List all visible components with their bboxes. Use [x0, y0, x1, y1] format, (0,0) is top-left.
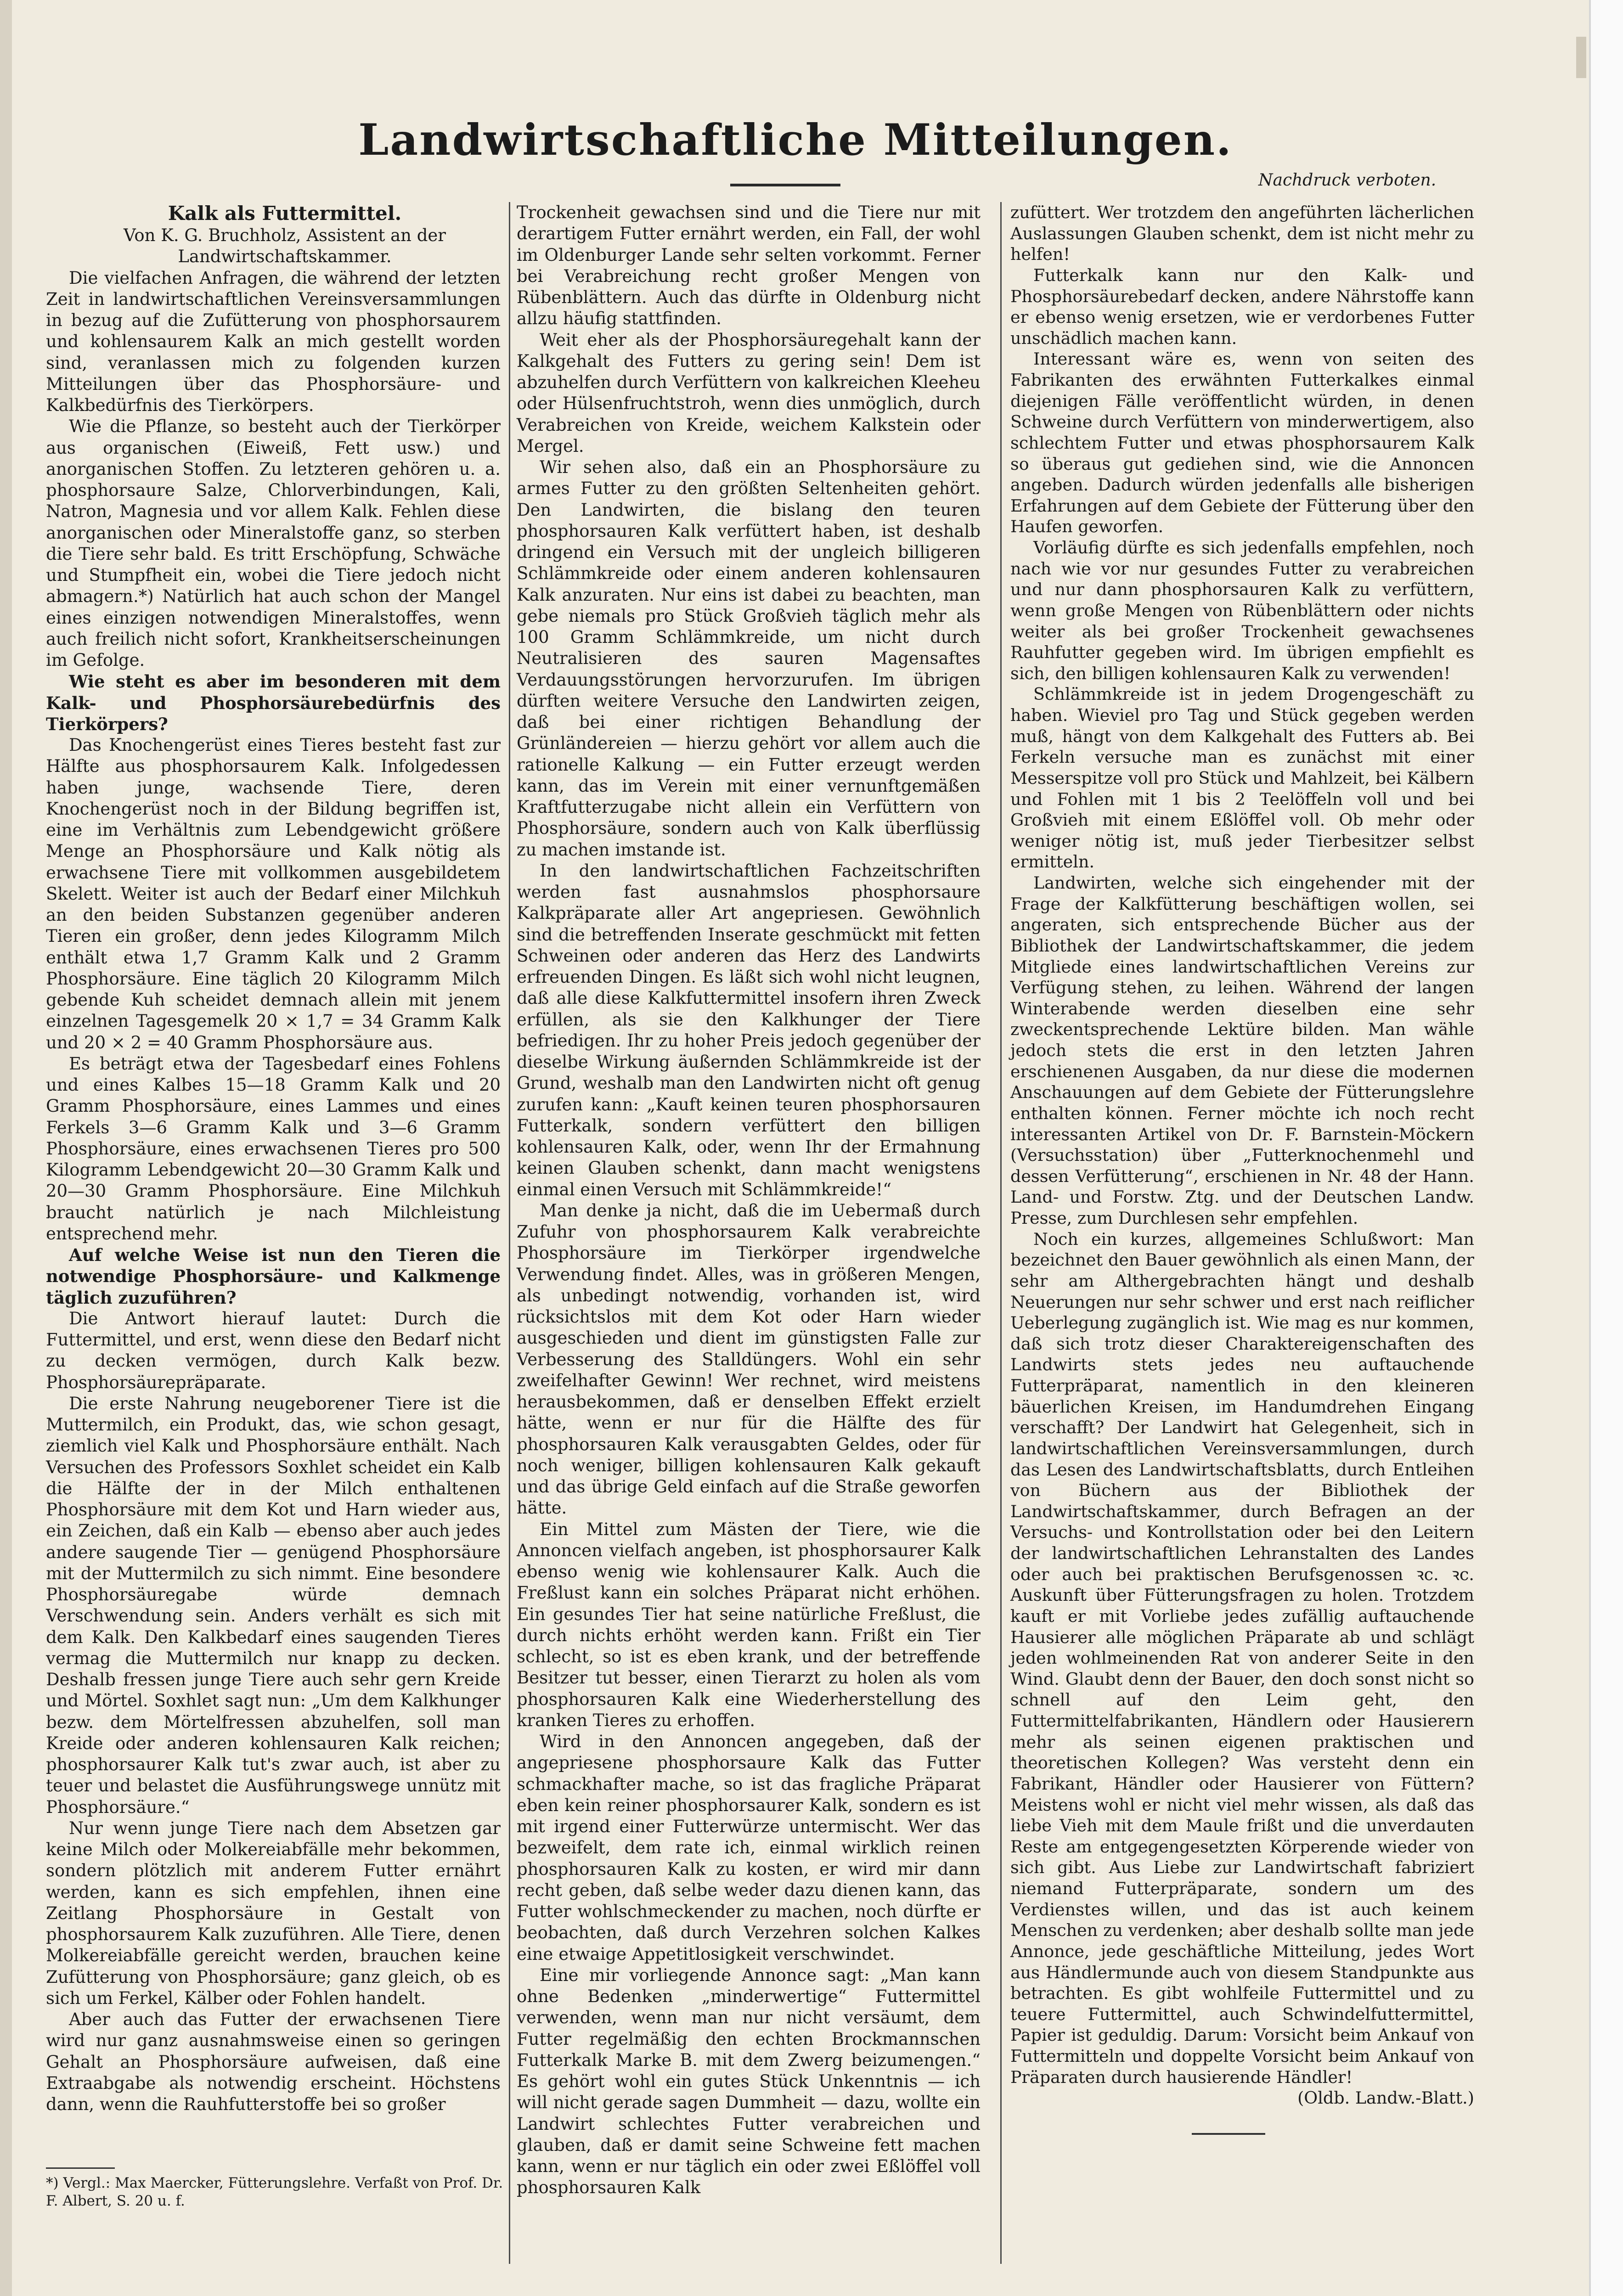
paragraph: Noch ein kurzes, allgemeines Schlußwort: Man bezeichnet den Bauer gewöhnlich als einen Mann, der sehr am Althergebrachten hängt und deshalb Neuerungen nur sehr schwer und erst nach reiflicher Ueberlegung zugänglich ist. Wie mag es nur kommen, daß sich trotz dieser Charaktereigenschaften des Landwirts stets jedes neu auftauchende Futterpräparat, namentlich in den kleineren bäuerlichen Kreisen, im Handumdrehen Eingang verschafft? Der Landwirt hat Gelegenheit, sich in landwirtschaftlichen Vereinsversammlungen, durch das Lesen des Landwirtschaftsblatts, durch Entleihen von Büchern aus der Bibliothek der Landwirtschaftskammer, durch Befragen an der Versuchs- und Kontrollstation oder bei den Leitern der landwirtschaftlichen Lehranstalten des Landes oder auch bei praktischen Berufsgenossen ꝛc. ꝛc. Auskunft über Fütterungsfragen zu holen. Trotzdem kauft er mit Vorliebe jedes zufällig auftauchende Hausierer alle möglichen Präparate ab und schlägt jeden wohlmeinenden Rat von anderer Seite in den Wind. Glaubt denn der Bauer, den doch sonst nicht so schnell auf den Leim geht, den Futtermittelfabrikanten, Händlern oder Hausierern mehr als seinen eigenen praktischen und theoretischen Kollegen? Was versteht denn ein Fabrikant, Händler oder Hausierer von Füttern? Meistens wohl er nicht viel mehr wissen, als daß das liebe Vieh mit dem Maule frißt und die unverdauten Reste am entgegengesetzten Körperende wieder von sich gibt. Aus Liebe zur Landwirtschaft fabriziert niemand Futterpräparate, sondern um des Verdienstes willen, und das ist auch keinem Menschen zu verdenken; aber deshalb sollte man jede Annonce, jede geschäftliche Mitteilung, jedes Wort aus Händlermunde auch von diesem Standpunkte aus betrachten. Es gibt wohlfeile Futtermittel und zu teuere Futtermittel, auch Schwindelfuttermittel, Papier ist geduldig. Darum: Vorsicht beim Ankauf von Futtermitteln und doppelte Vorsicht beim Ankauf von Präparaten durch hausierende Händler! [1010, 1229, 1474, 2087]
article-byline: Landwirtschaftskammer. [178, 247, 392, 267]
page-title: Landwirtschaftliche Mitteilungen. [358, 115, 1233, 165]
page-left-edge [0, 0, 12, 2296]
paragraph: Das Knochengerüst eines Tieres besteht fast zur Hälfte aus phosphorsaurem Kalk. Infolgedessen haben junge, wachsende Tiere, deren Knochengerüst noch in der Bildung begriffen ist, eine im Verhältnis zum Lebendgewicht größere Menge an Phosphorsäure und Kalk nötig als erwachsene Tiere mit vollkommen ausgebildetem Skelett. Weiter ist auch der Bedarf einer Milchkuh an den beiden Substanzen gegenüber anderen Tieren ein großer, denn jedes Kilogramm Milch enthält etwa 1,7 Gramm Kalk und 2 Gramm Phosphorsäure. Eine täglich 20 Kilogramm Milch gebende Kuh scheidet demnach allein mit jenem einzelnen Tagesgemelk 20 × 1,7 = 34 Gramm Kalk und 20 × 2 = 40 Gramm Phosphorsäure aus. [46, 735, 501, 1052]
paragraph: Eine mir vorliegende Annonce sagt: „Man kann ohne Bedenken „minderwertige“ Futtermittel verwenden, wenn man nur nicht versäumt, dem Futter regelmäßig den echten Brockmannschen Futterkalk Marke B. mit dem Zwerg beizumengen.“ Es gehört wohl ein gutes Stück Unkenntnis — ich will nicht gerade sagen Dummheit — dazu, wollte ein Landwirt schlechtes Futter verabreichen und glauben, daß er damit seine Schweine fett machen kann, wenn er nur täglich ein oder zwei Eßlöffel voll phosphorsauren Kalk [517, 1965, 981, 2198]
article-column-1 [46, 202, 501, 2115]
paragraph: Nur wenn junge Tiere nach dem Absetzen gar keine Milch oder Molkereiabfälle mehr bekommen, sondern plötzlich mit anderem Futter ernährt werden, kann es sich empfehlen, ihnen eine Zeitlang Phosphorsäure in Gestalt von phosphorsaurem Kalk zuzuführen. Alle Tiere, denen Molkereiabfälle gereicht werden, brauchen keine Zufütterung von Phosphorsäure; ganz gleich, ob es sich um Ferkel, Kälber oder Fohlen handelt. [46, 1818, 501, 2008]
footnote: *) Vergl.: Max Maercker, Fütterungslehre. Verfaßt von Prof. Dr. F. Albert, S. 20 u. f. [46, 2175, 503, 2209]
paragraph: Weit eher als der Phosphorsäuregehalt kann der Kalkgehalt des Futters zu gering sein! Dem ist abzuhelfen durch Verfüttern von kalkreichen Kleeheu oder Hülsenfruchtstroh, wenn dies unmöglich, durch Verabreichen von Kreide, weichem Kalkstein oder Mergel. [517, 330, 981, 456]
paragraph: zufüttert. Wer trotzdem den angeführten lächerlichen Auslassungen Glauben schenkt, dem ist nicht mehr zu helfen! [1010, 203, 1474, 264]
article-column-2 [517, 202, 981, 2199]
paragraph: Die vielfachen Anfragen, die während der letzten Zeit in landwirtschaftlichen Vereinsversammlungen in bezug auf die Zufütterung von phosphorsaurem und kohlensaurem Kalk an mich gestellt worden sind, veranlassen mich zu folgenden kurzen Mitteilungen über das Phosphorsäure- und Kalkbedürfnis des Tierkörpers. [46, 268, 501, 415]
paragraph: In den landwirtschaftlichen Fachzeitschriften werden fast ausnahmslos phosphorsaure Kalkpräparate aller Art angepriesen. Gewöhnlich sind die betreffenden Inserate geschmückt mit fetten Schweinen oder anderen das Herz des Landwirts erfreuenden Dingen. Es läßt sich wohl nicht leugnen, daß alle diese Kalkfuttermittel insofern ihren Zweck erfüllen, als sie den Kalkhunger der Tiere befriedigen. Ihr zu hoher Preis jedoch gegenüber der dieselbe Wirkung äußernden Schlämmkreide ist der Grund, weshalb man den Landwirten nicht oft genug zurufen kann: „Kauft keinen teuren phosphorsauren Futterkalk, sondern verfüttert den billigen kohlensauren Kalk, oder, wenn Ihr der Ermahnung keinen Glauben schenkt, dann macht wenigstens einmal einen Versuch mit Schlämmkreide!“ [517, 861, 981, 1199]
paragraph: Trockenheit gewachsen sind und die Tiere nur mit derartigem Futter ernährt werden, ein Fall, der wohl im Oldenburger Lande sehr selten vorkommt. Ferner bei Verabreichung recht großer Mengen von Rübenblättern. Auch das dürfte in Oldenburg nicht allzu häufig stattfinden. [517, 203, 981, 329]
paragraph: Schlämmkreide ist in jedem Drogengeschäft zu haben. Wieviel pro Tag und Stück gegeben werden muß, hängt von dem Kalkgehalt des Futters ab. Bei Ferkeln versuche man es zunächst mit einer Messerspitze voll pro Stück und Mahlzeit, bei Kälbern und Fohlen mit 1 bis 2 Teelöffeln voll und bei Großvieh mit einem Eßlöffel voll. Ob mehr oder weniger nötig ist, muß jeder Tierbesitzer selbst ermitteln. [1010, 684, 1474, 872]
article-byline: Von K. G. Bruchholz, Assistent an der [124, 225, 446, 245]
paragraph: Man denke ja nicht, daß die im Uebermaß durch Zufuhr von phosphorsaurem Kalk verabreichte Phosphorsäure im Tierkörper irgendwelche Verwendung findet. Alles, was in größeren Mengen, als unbedingt notwendig, vorhanden ist, wird rücksichtslos mit dem Kot oder Harn wieder ausgeschieden und dient im günstigsten Falle zur Verbesserung des Stalldüngers. Wohl ein sehr zweifelhafter Gewinn! Wer rechnet, wird meistens herausbekommen, daß er denselben Effekt erzielt hätte, wenn er nur für die Hälfte des für phosphorsauren Kalk verausgabten Geldes, oder für noch weniger, billigen kohlensauren Kalk gekauft und das übrige Geld einfach auf die Straße geworfen hätte. [517, 1200, 981, 1518]
question-paragraph: Auf welche Weise ist nun den Tieren die notwendige Phosphorsäure- und Kalkmenge täglich zuzuführen? [46, 1245, 501, 1308]
paragraph: Futterkalk kann nur den Kalk- und Phosphorsäurebedarf decken, andere Nährstoffe kann er ebenso wenig ersetzen, wie er verdorbenes Futter unschädlich machen kann. [1010, 265, 1474, 348]
paragraph: Landwirten, welche sich eingehender mit der Frage der Kalkfütterung beschäftigen wollen, sei angeraten, sich entsprechende Bücher aus der Bibliothek der Landwirtschaftskammer, die jedem Mitgliede eines landwirtschaftlichen Vereins zur Verfügung stehen, zu leihen. Während der langen Winterabende werden dieselben eine sehr zweckentsprechende Lektüre bilden. Man wähle jedoch stets die erst in den letzten Jahren erschienenen Ausgaben, da nur diese die modernen Anschauungen auf dem Gebiete der Fütterungslehre enthalten können. Ferner möchte ich noch recht interessanten Artikel von Dr. F. Barnstein-Möckern (Versuchsstation) über „Futterknochenmehl und dessen Verfütterung“, erschienen in Nr. 48 der Hann. Land- und Forstw. Ztg. und der Deutschen Landw. Presse, zum Durchlesen sehr empfehlen. [1010, 873, 1474, 1228]
paragraph: Interessant wäre es, wenn von seiten des Fabrikanten des erwähnten Futterkalkes einmal diejenigen Fälle veröffentlicht würden, in denen Schweine durch Verfüttern von minderwertigem, also schlechtem Futter und etwas phosphorsaurem Kalk so überaus gut gediehen sind, wie die Annoncen angeben. Dadurch würden jedenfalls alle bisherigen Erfahrungen auf dem Gebiete der Fütterung über den Haufen geworfen. [1010, 349, 1474, 537]
article-end-rule [1192, 2133, 1265, 2135]
source-attribution: (Oldb. Landw.-Blatt.) [1297, 2088, 1474, 2108]
column-divider [1000, 202, 1002, 2264]
paragraph: Die Antwort hierauf lautet: Durch die Futtermittel, und erst, wenn diese den Bedarf nicht zu decken vermögen, durch Kalk bezw. Phosphorsäurepräparate. [46, 1308, 501, 1392]
reprint-notice: Nachdruck verboten. [1258, 171, 1437, 190]
footnote-rule [46, 2167, 115, 2169]
paragraph: Die erste Nahrung neugeborener Tiere ist die Muttermilch, ein Produkt, das, wie schon gesagt, ziemlich viel Kalk und Phosphorsäure enthält. Nach Versuchen des Professors Soxhlet scheidet ein Kalb die Hälfte der in der Milch enthaltenen Phosphorsäure mit dem Kot und Harn wieder aus, ein Zeichen, daß ein Kalb — ebenso aber auch jedes andere saugende Tier — genügend Phosphorsäure mit der Muttermilch zu sich nimmt. Eine besondere Phosphorsäuregabe würde demnach Verschwendung sein. Anders verhält es sich mit dem Kalk. Den Kalkbedarf eines saugenden Tieres vermag die Muttermilch nur knapp zu decken. Deshalb fressen junge Tiere auch sehr gern Kreide und Mörtel. Soxhlet sagt nun: „Um dem Kalkhunger bezw. dem Mörtelfressen abzuhelfen, soll man Kreide oder anderen kohlensauren Kalk reichen; phosphorsaurer Kalk tut's zwar auch, ist aber zu teuer und belastet die Ausführungswege unnütz mit Phosphorsäure.“ [46, 1393, 501, 1817]
paragraph: Wie die Pflanze, so besteht auch der Tierkörper aus organischen (Eiweiß, Fett usw.) und anorganischen Stoffen. Zu letzteren gehören u. a. phosphorsaure Salze, Chlorverbindungen, Kali, Natron, Magnesia und vor allem Kalk. Fehlen diese anorganischen oder Mineralstoffe ganz, so sterben die Tiere sehr bald. Es tritt Erschöpfung, Schwäche und Stumpfheit ein, wobei die Tiere jedoch nicht abmagern.*) Natürlich hat auch schon der Mangel eines einzigen notwendigen Mineralstoffes, wenn auch freilich nicht sofort, Krankheitserscheinungen im Gefolge. [46, 416, 501, 670]
title-underline [730, 184, 840, 186]
paragraph: Ein Mittel zum Mästen der Tiere, wie die Annoncen vielfach angeben, ist phosphorsaurer Kalk ebenso wenig wie kohlensaurer Kalk. Auch die Freßlust kann ein solches Präparat nicht erhöhen. Ein gesundes Tier hat seine natürliche Freßlust, die durch nichts erhöht werden kann. Frißt ein Tier schlecht, so ist es eben krank, und der betreffende Besitzer tut besser, einen Tierarzt zu holen als vom phosphorsauren Kalk eine Wiederherstellung des kranken Tieres zu erhoffen. [517, 1519, 981, 1730]
paragraph: Es beträgt etwa der Tagesbedarf eines Fohlens und eines Kalbes 15—18 Gramm Kalk und 20 Gramm Phosphorsäure, eines Lammes und eines Ferkels 3—6 Gramm Kalk und 3—6 Gramm Phosphorsäure, eines erwachsenen Tieres pro 500 Kilogramm Lebendgewicht 20—30 Gramm Kalk und 20—30 Gramm Phosphorsäure. Eine Milchkuh braucht natürlich je nach Milchleistung entsprechend mehr. [46, 1053, 501, 1244]
scan-margin [1589, 0, 1623, 2296]
question-paragraph: Wie steht es aber im besonderen mit dem Kalk- und Phosphorsäurebedürfnis des Tierkörpers? [46, 671, 501, 734]
column-divider [509, 202, 510, 2264]
paragraph: Vorläufig dürfte es sich jedenfalls empfehlen, noch nach wie vor nur gesundes Futter zu verabreichen und nur dann phosphorsauren Kalk zu verfüttern, wenn große Mengen von Rübenblättern oder nichts weiter als bei großer Trockenheit gewachsenes Rauhfutter gegeben wird. Im übrigen empfiehlt es sich, den billigen kohlensauren Kalk zu verwenden! [1010, 538, 1474, 683]
paragraph: Wir sehen also, daß ein an Phosphorsäure zu armes Futter zu den größten Seltenheiten gehört. Den Landwirten, die bislang den teuren phosphorsauren Kalk verfüttert haben, ist deshalb dringend ein Versuch mit der ungleich billigeren Schlämmkreide oder einem anderen kohlensauren Kalk anzuraten. Nur eins ist dabei zu beachten, man gebe niemals pro Stück Großvieh täglich mehr als 100 Gramm Schlämmkreide, um nicht durch Neutralisieren des sauren Magensaftes Verdauungsstörungen hervorzurufen. Im übrigen dürften weitere Versuche den Landwirten zeigen, daß bei einer richtigen Behandlung der Grünländereien — hierzu gehört vor allem auch die rationelle Kalkung — ein Futter erzeugt werden kann, das im Verein mit einer vernunftgemäßen Kraftfutterzugabe nicht allein ein Verfüttern von Phosphorsäure, sondern auch von Kalk überflüssig zu machen imstande ist. [517, 457, 981, 860]
article-column-3 [1010, 202, 1474, 2109]
page-edge-mark [1576, 37, 1586, 78]
paragraph: Wird in den Annoncen angegeben, daß der angepriesene phosphorsaure Kalk das Futter schmackhafter mache, so ist das fragliche Präparat eben kein reiner phosphorsaurer Kalk, sondern es ist mit irgend einer Futterwürze untermischt. Wer das bezweifelt, dem rate ich, einmal wirklich reinen phosphorsauren Kalk zu kosten, er wird mir dann recht geben, daß selbe weder dazu dienen kann, das Futter wohlschmeckender zu machen, noch dürfte er beobachten, daß durch Verzehren solchen Kalkes eine etwaige Appetitlosigkeit verschwindet. [517, 1732, 981, 1964]
paragraph: Aber auch das Futter der erwachsenen Tiere wird nur ganz ausnahmsweise einen so geringen Gehalt an Phosphorsäure aufweisen, daß eine Extraabgabe als notwendig erscheint. Höchstens dann, wenn die Rauhfutterstoffe bei so großer [46, 2009, 501, 2114]
article-heading: Kalk als Futtermittel. [168, 202, 402, 225]
